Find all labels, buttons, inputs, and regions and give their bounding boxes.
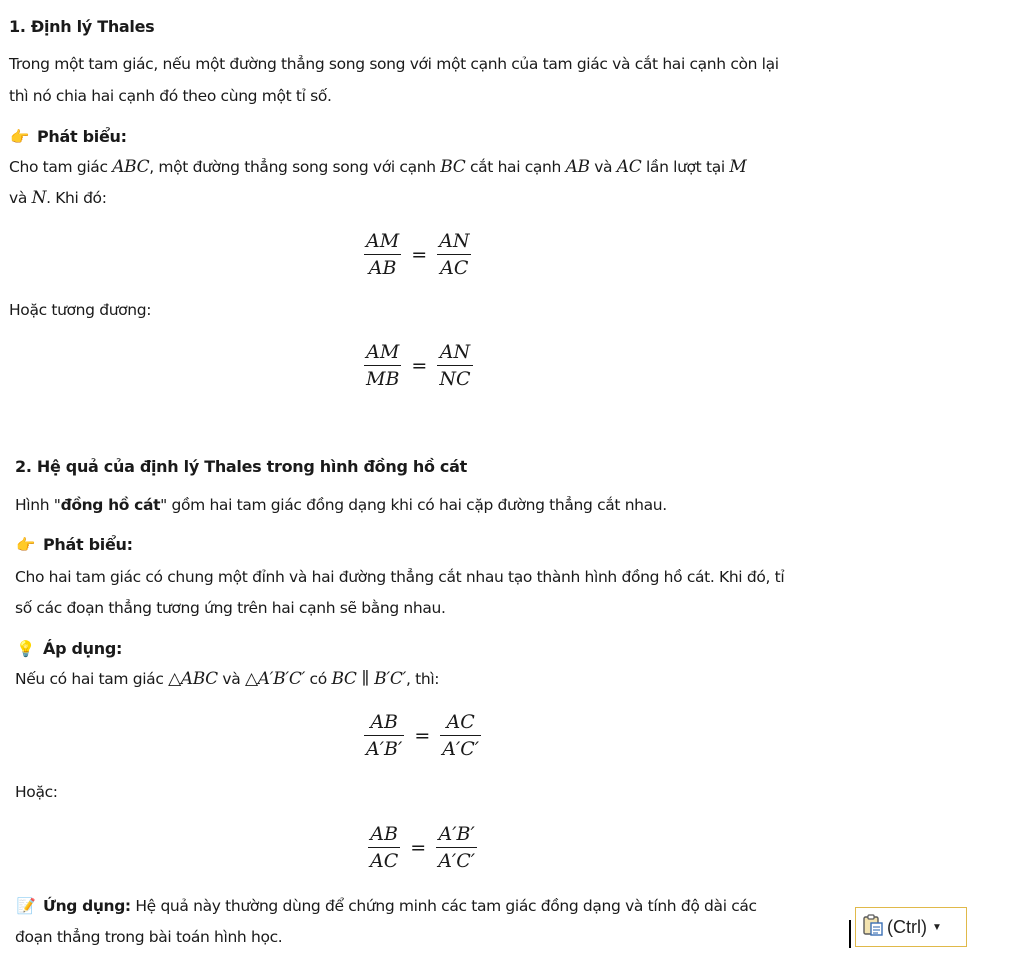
section-1-title: 1. Định lý Thales: [9, 17, 155, 36]
s2-definition: Hình "đồng hồ cát" gồm hai tam giác đồng dạng khi có hai cặp đường thẳng cắt nhau.: [15, 496, 667, 514]
clipboard-paste-icon: [861, 913, 887, 942]
section-2-title: 2. Hệ quả của định lý Thales trong hình đồng hồ cát: [15, 457, 467, 476]
formula-thales-2: $\frac{AM}{MB}$ = $\frac{AN}{NC}$: [366, 341, 471, 391]
s1-statement-heading: 👉 Phát biểu:: [9, 121, 127, 153]
memo-icon: 📝: [16, 897, 36, 915]
chevron-down-icon[interactable]: ▼: [931, 921, 942, 933]
pointing-hand-icon: 👉: [10, 128, 30, 146]
formula-thales-1: $\frac{AM}{AB}$ = $\frac{AN}{AC}$: [366, 230, 470, 280]
s2-statement-line2: số các đoạn thẳng tương ứng trên hai cạnh sẽ bằng nhau.: [15, 599, 446, 617]
formula-hourglass-2: $\frac{AB}{AC}$ = $\frac{A'B'}{A'C'}$: [370, 823, 476, 873]
s2-statement-heading: 👉 Phát biểu:: [15, 529, 133, 561]
s1-statement-line1: Cho tam giác ABC, một đường thẳng song song với cạnh BC cắt hai cạnh AB và AC lần lượt tại M: [9, 157, 747, 177]
s1-intro-line1: Trong một tam giác, nếu một đường thẳng song song với một cạnh của tam giác và cắt hai cạnh còn lại: [9, 55, 779, 73]
s2-usage-line1: 📝 Ứng dụng: Hệ quả này thường dùng để chứng minh các tam giác đồng dạng và tính độ dài các: [15, 890, 757, 922]
s1-intro-line2: thì nó chia hai cạnh đó theo cùng một tỉ số.: [9, 87, 332, 105]
s2-statement-line1: Cho hai tam giác có chung một đỉnh và hai đường thẳng cắt nhau tạo thành hình đồng hồ cát. Khi đó, tỉ: [15, 568, 785, 586]
s2-usage-line2: đoạn thẳng trong bài toán hình học.: [15, 928, 283, 946]
paste-options-label: (Ctrl): [887, 916, 927, 937]
pointing-hand-icon: 👉: [16, 536, 36, 554]
lightbulb-icon: 💡: [16, 640, 36, 658]
s1-equivalent-label: Hoặc tương đương:: [9, 301, 152, 319]
formula-hourglass-1: $\frac{AB}{A'B'}$ = $\frac{AC}{A'C'}$: [366, 711, 480, 761]
s2-or-label: Hoặc:: [15, 783, 58, 801]
s2-apply-heading: 💡 Áp dụng:: [15, 633, 122, 665]
s1-statement-line2: và N. Khi đó:: [9, 188, 107, 208]
paste-options-button[interactable]: [855, 907, 967, 947]
text-cursor: [849, 920, 851, 948]
s2-apply-line: Nếu có hai tam giác △ABC và △A′B′C′ có BC ∥ B′C′, thì:: [15, 669, 440, 689]
